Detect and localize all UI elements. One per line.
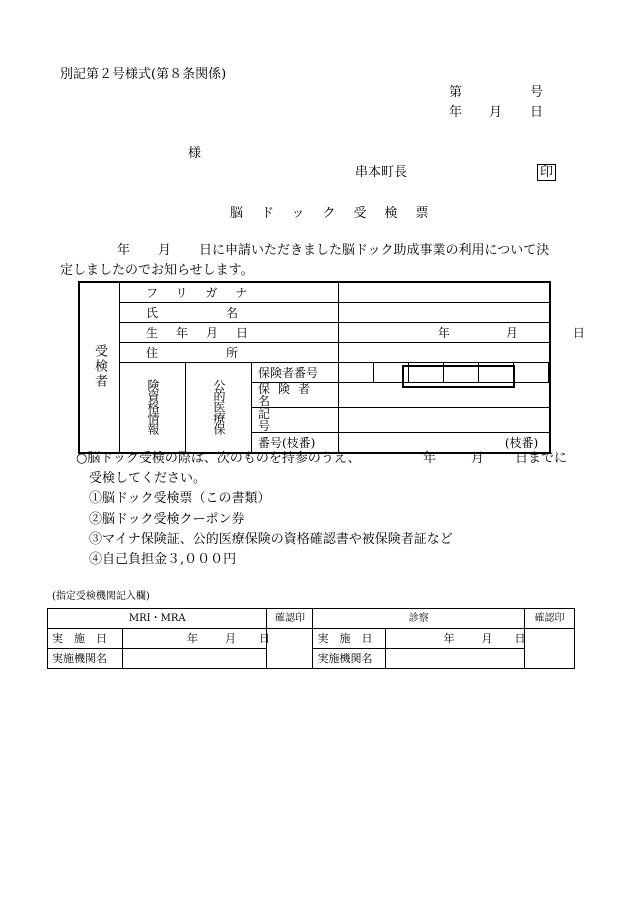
mri-date-year: 年: [187, 632, 198, 645]
insurer-number-highlight-box: [402, 365, 515, 388]
mri-date-value[interactable]: [123, 629, 270, 649]
recipient-suffix: 様: [188, 146, 202, 161]
notice-month: 月: [471, 451, 485, 466]
furigana-value[interactable]: [338, 282, 550, 303]
page-title: 脳ドック受検票: [230, 206, 447, 221]
birth-month-unit: 月: [505, 326, 518, 340]
issuer: 串本町長: [355, 165, 408, 180]
name-label: 氏名: [146, 305, 307, 320]
mri-date-day: 日: [259, 632, 270, 645]
insurance-group-label-col2: 公的医療保: [212, 379, 226, 434]
mri-institution-label: 実施機関名: [48, 649, 123, 669]
notice-year: 年: [423, 451, 437, 466]
date-month: 月: [489, 105, 503, 120]
mri-date-label: 実施日: [48, 629, 123, 649]
notice-item-2: ②脳ドック受検クーポン券: [89, 512, 245, 527]
number-label: 番号(枝番): [252, 433, 339, 454]
birth-year-unit: 年: [437, 326, 450, 340]
symbol-label-cell: [252, 408, 339, 433]
intro-month: 月: [158, 243, 172, 258]
notice-suffix: 日までに: [515, 451, 568, 466]
exam-confirm-seal-box[interactable]: [525, 629, 575, 669]
exam-date-day: 日: [514, 632, 526, 645]
notice-line1: ○脳ドック受検の際は、次のものを持参のうえ、: [76, 451, 361, 466]
birth-value[interactable]: [338, 323, 585, 343]
name-label-cell: [120, 303, 339, 323]
mri-date-month: 月: [225, 632, 236, 645]
exam-header: 診察: [313, 609, 525, 629]
date-year: 年: [449, 105, 463, 120]
intro-year: 年: [117, 243, 131, 258]
mri-confirm-seal-box[interactable]: [267, 629, 313, 669]
notice-item-1: ①脳ドック受検票（この書類）: [89, 491, 271, 506]
notice-line2: 受検してください。: [89, 471, 207, 486]
mri-institution-value[interactable]: [123, 649, 267, 669]
address-label-cell: [120, 343, 339, 363]
institution-table: [47, 608, 575, 669]
name-value[interactable]: [338, 303, 550, 323]
insurer-digit-1[interactable]: [338, 363, 373, 383]
branch-label: (枝番): [504, 436, 539, 450]
address-value[interactable]: [338, 343, 550, 363]
seal-mark: 印: [537, 164, 556, 181]
notice-item-4: ④自己負担金３,０００円: [89, 552, 237, 567]
number-value[interactable]: [338, 433, 550, 454]
mri-confirm-seal-header: 確認印: [267, 609, 313, 629]
notice-item-3: ③マイナ保険証、公的医療保険の資格確認書や被保険者証など: [89, 532, 453, 547]
birth-day-unit: 日: [572, 326, 585, 340]
date-day: 日: [530, 105, 544, 120]
exam-institution-value[interactable]: [386, 649, 525, 669]
form-id: 別記第２号様式(第８条関係): [60, 67, 227, 82]
intro-line2: 定しましたのでお知らせします。: [60, 263, 254, 278]
examinee-side-cell: [79, 282, 120, 453]
doc-number-dai: 第: [449, 85, 463, 100]
insurer-name-label: 保険者名: [252, 383, 339, 408]
furigana-label: フリガナ: [120, 282, 339, 303]
address-label: 住所: [146, 345, 307, 360]
exam-confirm-seal-header: 確認印: [525, 609, 575, 629]
insurance-group-label-col1: 険資格情報: [146, 379, 160, 434]
exam-date-label: 実施日: [313, 629, 386, 649]
symbol-value[interactable]: [338, 408, 550, 433]
insurance-col2-cell: [186, 363, 252, 454]
insurance-col1-cell: [120, 363, 186, 454]
institution-section-label: (指定受検機関記入欄): [52, 591, 150, 602]
exam-date-year: 年: [443, 632, 455, 645]
intro-text: 日に申請いただきました脳ドック助成事業の利用について決: [199, 243, 550, 258]
doc-number-go: 号: [530, 85, 544, 100]
mri-header: MRI・MRA: [48, 609, 267, 629]
insurer-digit-6[interactable]: [513, 363, 548, 383]
exam-institution-label: 実施機関名: [313, 649, 386, 669]
insurer-digit-7[interactable]: [549, 363, 551, 383]
examinee-side-label: 受検者: [92, 344, 107, 389]
symbol-label: 記号: [258, 407, 301, 433]
exam-date-month: 月: [481, 632, 493, 645]
birth-label: 生年月日: [120, 323, 339, 343]
insurer-number-label: 保険者番号: [252, 363, 339, 383]
exam-date-value[interactable]: [386, 629, 525, 649]
